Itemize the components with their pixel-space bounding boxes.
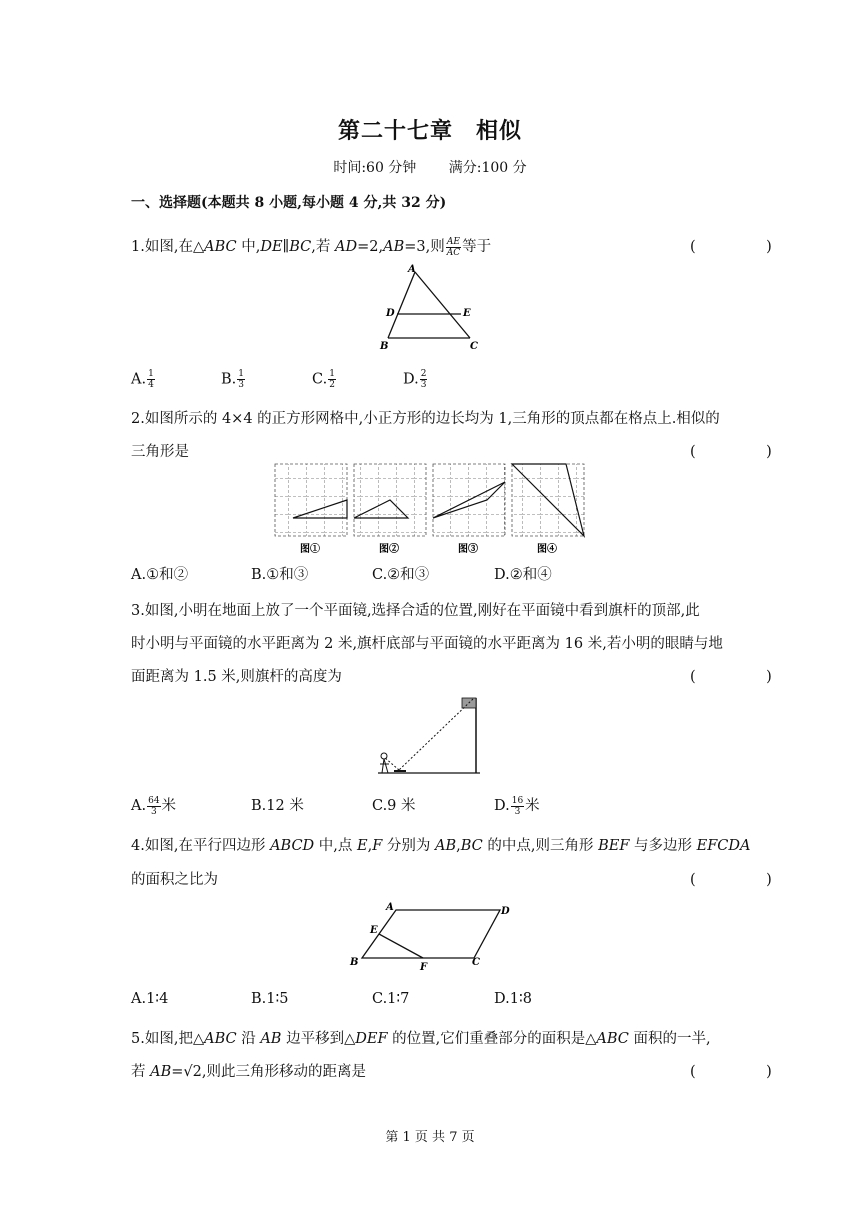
- q4-answer-paren: ( ): [690, 872, 800, 888]
- q2-fig-label-4: 图④: [537, 544, 557, 555]
- q1-label-e: E: [463, 308, 471, 319]
- q1-side-ac: [415, 272, 470, 338]
- q4-segment-ef: [379, 934, 423, 958]
- exam-info: [0, 157, 860, 177]
- q1-answer-paren: ( ): [690, 239, 800, 255]
- q3-stem-line1: 3.如图,小明在地面上放了一个平面镜,选择合适的位置,刚好在平面镜中看到旗杆的顶部,此: [131, 603, 700, 619]
- q3-option-a[interactable]: A. $\frac{64}{3}$ 米: [131, 795, 177, 817]
- q3-stem-line3: 面距离为 1.5 米,则旗杆的高度为: [131, 669, 342, 685]
- q4-parallelogram: [362, 910, 500, 958]
- q4-label-b: B: [350, 957, 359, 968]
- q1-label-b: B: [380, 341, 389, 352]
- q3-answer-paren: ( ): [690, 669, 800, 685]
- q2-fig-label-1: 图①: [300, 544, 320, 555]
- q1-label-c: C: [470, 341, 478, 352]
- q4-label-e: E: [370, 925, 378, 936]
- q3-option-b[interactable]: B.12 米: [251, 798, 304, 814]
- q2-option-c[interactable]: C.②和③: [372, 567, 430, 583]
- q4-label-a: A: [386, 902, 394, 913]
- q1-stem: 1.如图,在△ABC 中,DE∥BC,若 AD=2,AB=3,则 $\frac{AE}{AC}$ 等于: [131, 236, 492, 258]
- q2-fig-label-2: 图②: [379, 544, 399, 555]
- q1-side-ab: [388, 272, 415, 338]
- section-heading: 一、选择题(本题共 8 小题,每小题 4 分,共 32 分): [131, 195, 447, 211]
- q4-option-a[interactable]: A.1∶4: [131, 991, 169, 1007]
- q3-mirror: [394, 770, 406, 772]
- page-title: 第二十七章 相似: [337, 118, 522, 144]
- q4-parallelogram-figure: [346, 898, 516, 974]
- q1-option-b[interactable]: B. $\frac{1}{3}$: [221, 369, 244, 390]
- q3-flagpole-figure: [374, 690, 484, 780]
- q4-option-d[interactable]: D.1∶8: [494, 991, 532, 1007]
- q5-stem-line2: 若 AB=√2,则此三角形移动的距离是: [131, 1064, 366, 1080]
- page-footer: 第 1 页 共 7 页: [385, 1130, 475, 1145]
- q4-option-b[interactable]: B.1∶5: [251, 991, 289, 1007]
- q2-option-d[interactable]: D.②和④: [494, 567, 552, 583]
- q2-figure-4: [512, 464, 584, 536]
- q4-stem-line2: 的面积之比为: [131, 872, 218, 888]
- q1-option-a[interactable]: A. $\frac{1}{4}$: [131, 369, 154, 390]
- q2-stem-line1: 2.如图所示的 4×4 的正方形网格中,小正方形的边长均为 1,三角形的顶点都在格点上.相似的: [131, 411, 720, 427]
- q1-label-a: A: [408, 264, 416, 275]
- q4-label-f: F: [420, 962, 428, 973]
- q4-option-c[interactable]: C.1∶7: [372, 991, 410, 1007]
- q1-fraction: $\frac{AE}{AC}$: [446, 236, 461, 258]
- q2-option-a[interactable]: A.①和②: [131, 567, 189, 583]
- q4-label-d: D: [501, 906, 510, 917]
- q1-option-d[interactable]: D. $\frac{2}{3}$: [403, 369, 427, 390]
- q5-answer-paren: ( ): [690, 1064, 800, 1080]
- q1-label-d: D: [386, 308, 395, 319]
- q3-person-body: [380, 759, 389, 773]
- q1-triangle-figure: [376, 262, 486, 352]
- time-limit: 时间:60 分钟: [333, 160, 417, 176]
- q3-person-head: [381, 753, 387, 759]
- q3-light-path-1: [399, 699, 473, 770]
- q5-stem-line1: 5.如图,把△ABC 沿 AB 边平移到△DEF 的位置,它们重叠部分的面积是△ABC 面积的一半,: [131, 1031, 711, 1047]
- q3-stem-line2: 时小明与平面镜的水平距离为 2 米,旗杆底部与平面镜的水平距离为 16 米,若小明的眼睛与地: [131, 636, 723, 652]
- q3-option-d[interactable]: D. $\frac{16}{3}$ 米: [494, 795, 540, 817]
- q2-figure-3: [433, 464, 505, 536]
- q2-stem-line2: 三角形是: [131, 444, 189, 460]
- q3-option-c[interactable]: C.9 米: [372, 798, 416, 814]
- q1-option-c[interactable]: C. $\frac{1}{2}$: [312, 369, 335, 390]
- q2-grid-figures: [270, 460, 590, 556]
- full-score: 满分:100 分: [448, 160, 527, 176]
- q4-stem-line1: 4.如图,在平行四边形 ABCD 中,点 E,F 分别为 AB,BC 的中点,则三角形 BEF 与多边形 EFCDA: [131, 838, 751, 854]
- q2-figure-2: [354, 464, 426, 536]
- q2-figure-1: [275, 464, 347, 536]
- q2-fig-label-3: 图③: [458, 544, 478, 555]
- q2-option-b[interactable]: B.①和③: [251, 567, 309, 583]
- q2-answer-paren: ( ): [690, 444, 800, 460]
- q4-label-c: C: [472, 957, 480, 968]
